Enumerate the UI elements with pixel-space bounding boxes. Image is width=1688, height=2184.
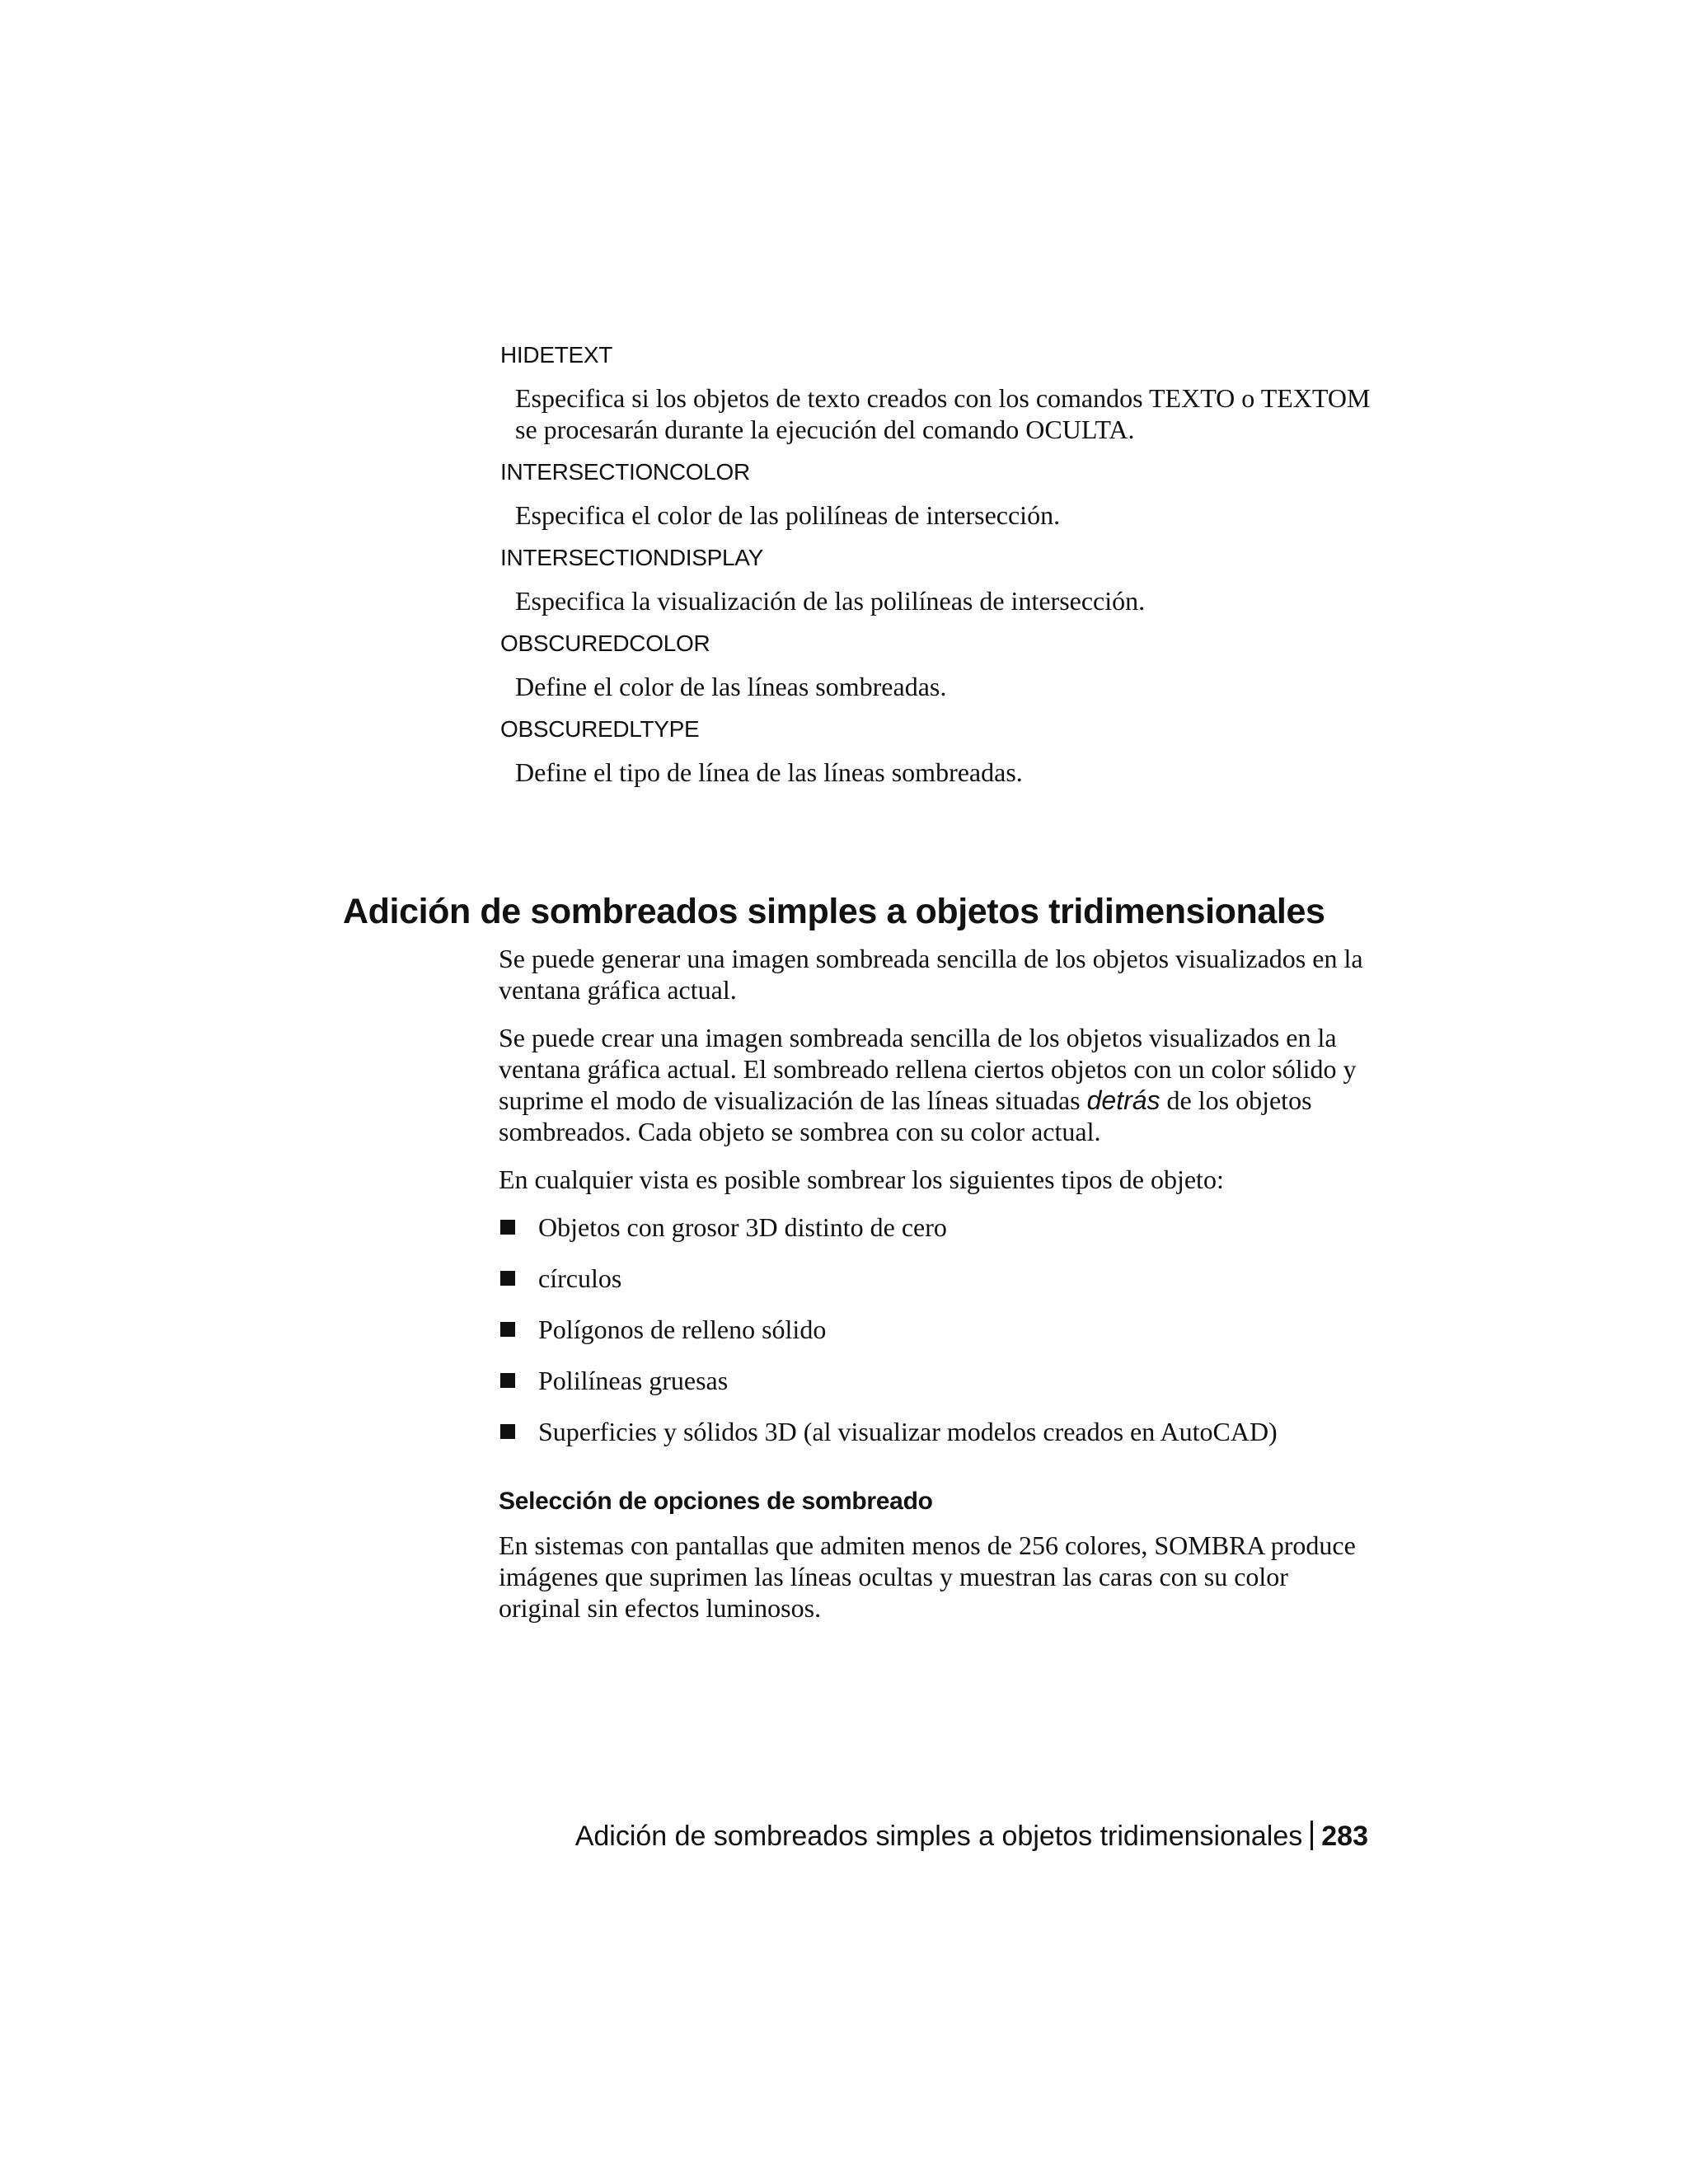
list-item [499, 1212, 1376, 1243]
list-item-text: Objetos con grosor 3D distinto de cero [538, 1212, 947, 1242]
list-item [499, 1365, 1376, 1396]
list-item-text: círculos [538, 1263, 622, 1293]
property-name: HIDETEXT [500, 342, 613, 368]
page-footer [575, 1818, 1368, 1854]
footer-separator [1311, 1821, 1313, 1850]
object-type-list [499, 1212, 1376, 1447]
paragraph-text: Se puede crear una imagen sombreada sencilla de los objetos visualizados en la ventana gráfica actual. El sombreado rellena ciertos objetos con un color sólido y suprime el modo de visualización de las líneas situadas [499, 1023, 1357, 1115]
section-body [499, 943, 1376, 1640]
property-description: Define el tipo de línea de las líneas sombreadas. [515, 757, 1023, 787]
body-paragraph: En cualquier vista es posible sombrear los siguientes tipos de objeto: [499, 1165, 1224, 1194]
intro-paragraph: Se puede generar una imagen sombreada sencilla de los objetos visualizados en la ventana gráfica actual. [499, 944, 1363, 1005]
square-bullet-icon [500, 1220, 515, 1235]
square-bullet-icon [500, 1271, 515, 1286]
page-number: 283 [1321, 1821, 1368, 1852]
emphasis-text: detrás [1086, 1085, 1160, 1115]
list-item-text: Polígonos de relleno sólido [538, 1315, 827, 1344]
footer-title: Adición de sombreados simples a objetos tridimensionales [574, 1821, 1303, 1852]
square-bullet-icon [500, 1424, 515, 1439]
subsection-heading: Selección de opciones de sombreado [499, 1488, 933, 1515]
property-name: OBSCUREDCOLOR [500, 630, 710, 656]
property-description: Especifica la visualización de las polilíneas de intersección. [515, 586, 1146, 616]
section-title: Adición de sombreados simples a objetos tridimensionales [343, 892, 1325, 931]
property-name: INTERSECTIONCOLOR [500, 459, 750, 485]
list-item [499, 1416, 1376, 1447]
property-description: Especifica el color de las polilíneas de intersección. [515, 500, 1061, 530]
subsection-paragraph: En sistemas con pantallas que admiten menos de 256 colores, SOMBRA produce imágenes que suprimen las líneas ocultas y muestran las caras con su color original sin efectos luminosos. [499, 1530, 1356, 1623]
list-item [499, 1263, 1376, 1294]
square-bullet-icon [500, 1373, 515, 1388]
paragraph-text: de los objetos sombreados. Cada objeto se sombrea con su color actual. [499, 1085, 1312, 1146]
list-item-text: Polilíneas gruesas [538, 1366, 729, 1395]
body-paragraph [499, 1022, 1376, 1147]
property-list [500, 340, 1374, 799]
property-name: OBSCUREDLTYPE [500, 716, 700, 742]
property-name: INTERSECTIONDISPLAY [500, 545, 763, 570]
property-description: Especifica si los objetos de texto creados con los comandos TEXTO o TEXTOM se procesarán durante la ejecución del comando OCULTA. [515, 383, 1371, 444]
square-bullet-icon [500, 1322, 515, 1337]
list-item-text: Superficies y sólidos 3D (al visualizar modelos creados en AutoCAD) [538, 1417, 1278, 1446]
list-item [499, 1314, 1376, 1345]
property-description: Define el color de las líneas sombreadas. [515, 672, 947, 701]
